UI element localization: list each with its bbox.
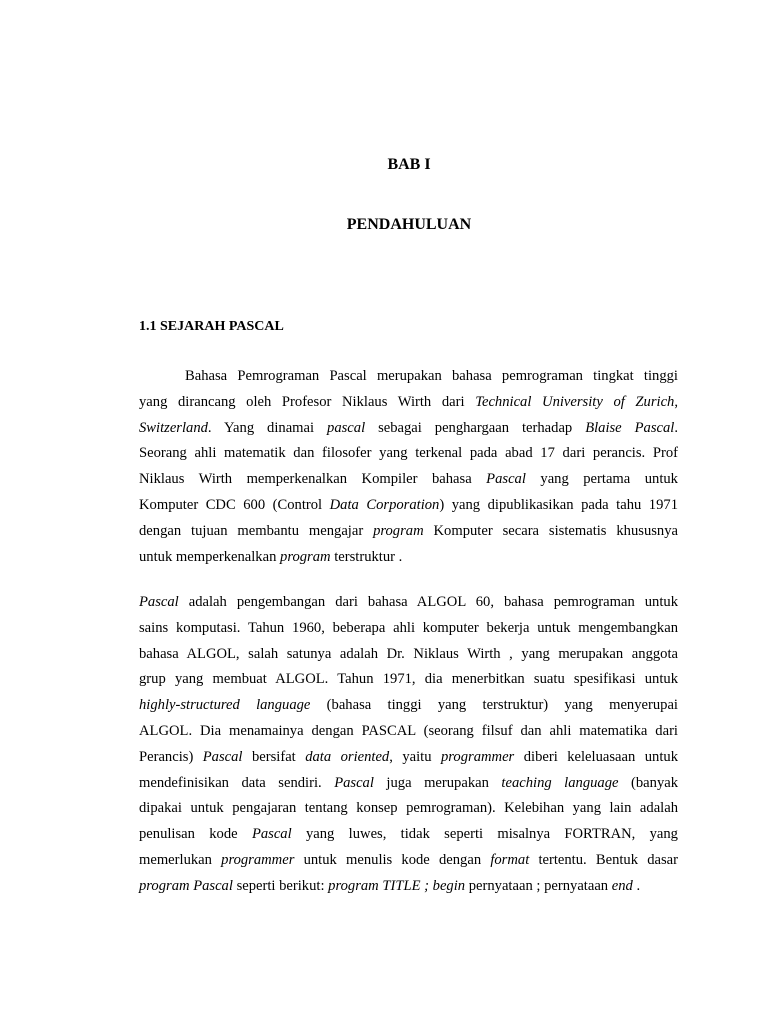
chapter-title: PENDAHULUAN: [346, 216, 472, 233]
paragraph-line: ALGOL. Dia menamainya dengan PASCAL (seorang filsuf dan ahli matematika dari: [139, 722, 678, 739]
paragraph-line: grup yang membuat ALGOL. Tahun 1971, dia menerbitkan suatu spesifikasi untuk: [139, 671, 678, 688]
paragraph-line: Switzerland. Yang dinamai pascal sebagai penghargaan terhadap Blaise Pascal.: [139, 419, 678, 436]
paragraph-line: untuk memperkenalkan program terstruktur .: [139, 548, 403, 565]
paragraph-line: Pascal adalah pengembangan dari bahasa ALGOL 60, bahasa pemrograman untuk: [139, 594, 678, 610]
chapter-number: BAB I: [387, 156, 431, 173]
section-heading: 1.1 SEJARAH PASCAL: [139, 319, 284, 334]
paragraph-line: penulisan kode Pascal yang luwes, tidak seperti misalnya FORTRAN, yang: [139, 826, 678, 843]
paragraph-line: sains komputasi. Tahun 1960, beberapa ahli komputer bekerja untuk mengembangkan: [139, 619, 678, 636]
paragraph-line: dengan tujuan membantu mengajar program Komputer secara sistematis khususnya: [139, 522, 678, 539]
paragraph-line: program Pascal seperti berikut: program TITLE ; begin pernyataan ; pernyataan end .: [139, 877, 641, 894]
paragraph-line: highly-structured language (bahasa tinggi yang terstruktur) yang menyerupai: [139, 697, 678, 714]
paragraph-line: Seorang ahli matematik dan filosofer yang terkenal pada abad 17 dari perancis. Prof: [139, 445, 678, 462]
paragraph-line: mendefinisikan data sendiri. Pascal juga merupakan teaching language (banyak: [139, 774, 679, 791]
paragraph-2: [139, 590, 678, 900]
paragraph-line: bahasa ALGOL, salah satunya adalah Dr. Niklaus Wirth , yang merupakan anggota: [139, 645, 678, 662]
paragraph-line: yang dirancang oleh Profesor Niklaus Wirth dari Technical University of Zurich,: [139, 393, 679, 410]
paragraph-line: dipakai untuk pengajaran tentang konsep pemrograman). Kelebihan yang lain adalah: [139, 800, 678, 817]
paragraph-line: Bahasa Pemrograman Pascal merupakan bahasa pemrograman tingkat tinggi: [185, 368, 678, 384]
paragraph-line: Komputer CDC 600 (Control Data Corporation) yang dipublikasikan pada tahu 1971: [139, 496, 678, 513]
paragraph-line: memerlukan programmer untuk menulis kode dengan format tertentu. Bentuk dasar: [139, 851, 678, 868]
paragraph-line: Niklaus Wirth memperkenalkan Kompiler bahasa Pascal yang pertama untuk: [139, 471, 678, 488]
paragraph-line: Perancis) Pascal bersifat data oriented, yaitu programmer diberi keleluasaan untuk: [139, 748, 678, 765]
paragraph-1: [139, 364, 678, 570]
